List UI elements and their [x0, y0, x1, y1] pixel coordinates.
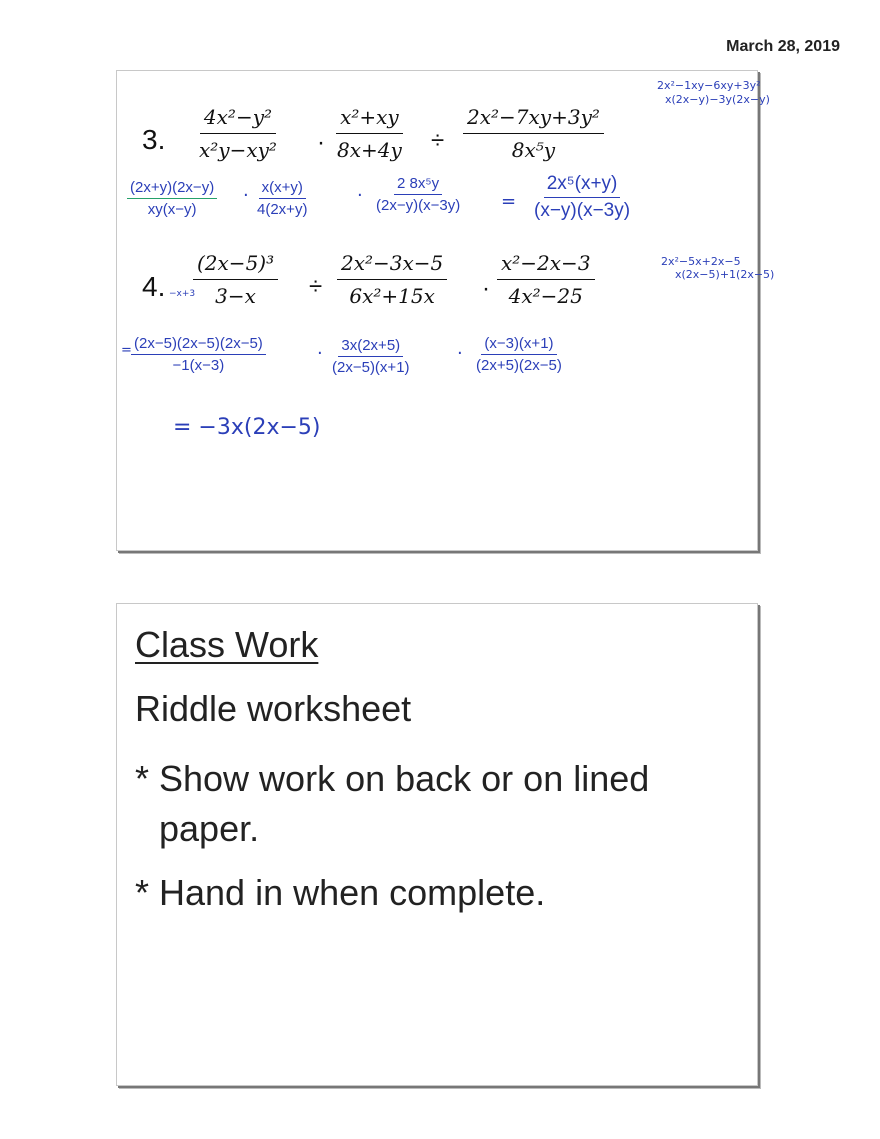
- handwritten-fraction: [131, 335, 266, 374]
- divide-operator: ÷: [431, 127, 445, 154]
- bullet-star: *: [135, 872, 150, 913]
- fraction-numerator: x²+xy: [336, 105, 403, 134]
- multiply-operator: ·: [317, 129, 325, 156]
- fraction-denominator: 8x+4y: [337, 138, 402, 162]
- fraction-denominator: x²y−xy²: [199, 138, 277, 162]
- problem-4-fraction-2: [337, 251, 447, 308]
- assignment-subtitle: Riddle worksheet: [135, 688, 412, 729]
- bullet-text: Hand in when complete.: [159, 872, 546, 913]
- handwritten-denominator: 4(2x+y): [257, 201, 308, 218]
- handwritten-denominator: (2x−5)(x+1): [332, 359, 410, 376]
- handwritten-denominator: (x−y)(x−3y): [534, 200, 631, 221]
- instruction-bullet: [135, 754, 735, 854]
- handwritten-operator: =: [501, 191, 517, 212]
- class-work-title: Class Work: [135, 624, 319, 665]
- handwritten-denominator: xy(x−y): [147, 201, 197, 218]
- divide-operator: ÷: [309, 273, 323, 300]
- handwritten-numerator: 3x(2x+5): [338, 337, 403, 357]
- problem-3-fraction-3: [463, 105, 604, 162]
- handwritten-denominator: (2x+5)(2x−5): [476, 357, 562, 374]
- handwritten-fraction: [254, 179, 310, 218]
- handwritten-denominator: (2x−y)(x−3y): [376, 197, 461, 214]
- handwritten-operator: ·: [243, 185, 249, 206]
- fraction-denominator: 3−x: [215, 284, 256, 308]
- handwritten-fraction: [329, 337, 413, 376]
- handwritten-factor-note: 2x²−1xy−6xy+3y²: [657, 79, 761, 92]
- handwritten-numerator: (2x−5)(2x−5)(2x−5): [131, 335, 266, 355]
- fraction-numerator: 2x²−7xy+3y²: [463, 105, 604, 134]
- fraction-denominator: 8x⁵y: [511, 138, 556, 162]
- handwritten-numerator: (x−3)(x+1): [481, 335, 556, 355]
- handwritten-operator: ·: [457, 343, 463, 364]
- fraction-denominator: 6x²+15x: [349, 284, 435, 308]
- handwritten-factor-note: x(2x−y)−3y(2x−y): [665, 93, 770, 106]
- handwritten-fraction: [127, 179, 217, 218]
- handwritten-numerator: x(x+y): [259, 179, 306, 199]
- fraction-numerator: x²−2x−3: [497, 251, 595, 280]
- handwritten-sign-note: −x+3: [169, 289, 196, 299]
- problem-4-fraction-1: [193, 251, 278, 308]
- handwritten-operator: =: [121, 343, 132, 358]
- bullet-text: Show work on back or on lined paper.: [159, 758, 650, 849]
- handwritten-factor-note: x(2x−5)+1(2x−5): [675, 268, 775, 281]
- handwritten-numerator: (2x+y)(2x−y): [127, 179, 217, 199]
- problem-3-fraction-2: [333, 105, 406, 162]
- multiply-operator: ·: [482, 275, 490, 302]
- fraction-numerator: 2x²−3x−5: [337, 251, 447, 280]
- handwritten-factor-note: 2x²−5x+2x−5: [661, 255, 741, 268]
- bullet-star: *: [135, 758, 150, 799]
- notes-slide-problems: [116, 70, 775, 551]
- handwritten-result-fraction: [531, 173, 633, 222]
- fraction-numerator: (2x−5)³: [193, 251, 278, 280]
- problem-3-fraction-1: [195, 105, 281, 162]
- problem-4-fraction-3: [497, 251, 595, 308]
- instruction-bullet: [135, 868, 735, 918]
- class-work-slide: [116, 603, 758, 1086]
- handwritten-numerator: 2x⁵(x+y): [544, 173, 621, 198]
- handwritten-fraction: [473, 335, 565, 374]
- problem-4-number: 4.: [142, 271, 166, 302]
- handwritten-operator: ·: [317, 343, 323, 364]
- handwritten-numerator: 2 8x⁵y: [394, 175, 442, 195]
- handwritten-fraction: [373, 175, 463, 214]
- fraction-denominator: 4x²−25: [508, 284, 583, 308]
- fraction-numerator: 4x²−y²: [200, 105, 276, 134]
- problem-3-number: 3.: [142, 124, 166, 155]
- handwritten-denominator: −1(x−3): [172, 357, 225, 374]
- handwritten-final-answer: = −3x(2x−5): [173, 415, 321, 440]
- handwritten-operator: ·: [357, 185, 363, 206]
- page-date: March 28, 2019: [726, 38, 840, 55]
